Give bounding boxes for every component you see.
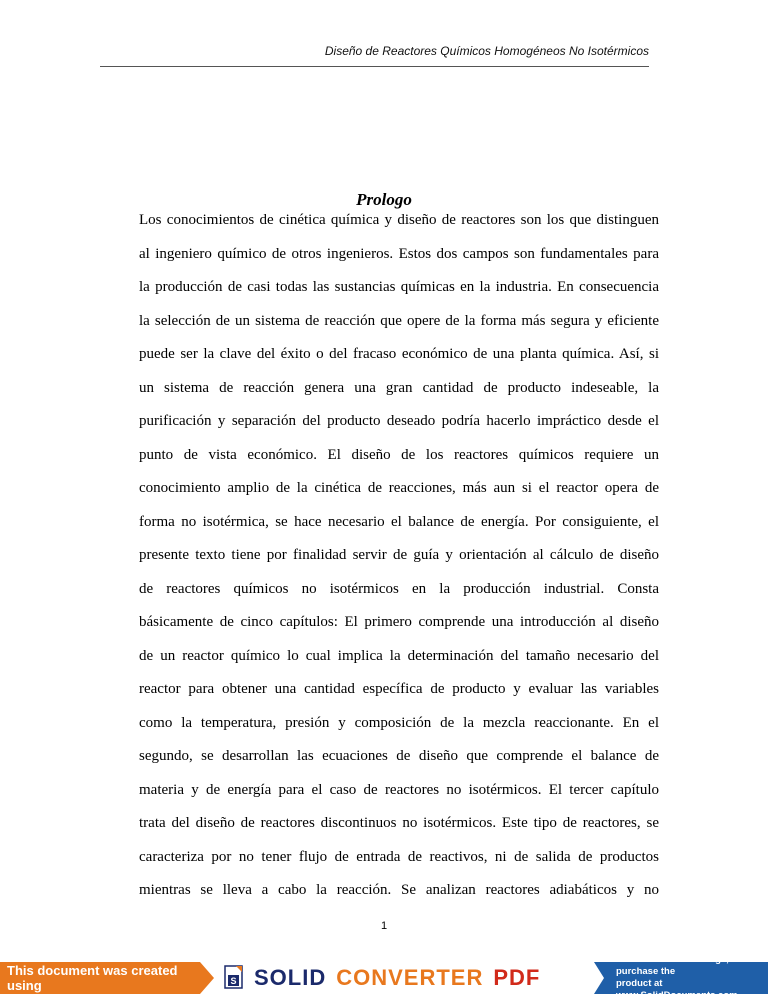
brand-converter: CONVERTER	[336, 965, 484, 990]
paragraph-line: presente texto tiene por finalidad servir de guía y orientación al cálculo de diseño	[139, 547, 659, 563]
watermark-banner[interactable]	[0, 954, 768, 1001]
paragraph-line: forma no isotérmica, se hace necesario el balance de energía. Por consiguiente, el	[139, 513, 659, 530]
section-title: Prologo	[356, 190, 412, 209]
purchase-line-1: To remove this message, purchase the	[616, 954, 729, 977]
paragraph-line: la selección de un sistema de reacción que opere de la forma más segura y eficiente	[139, 312, 659, 329]
running-header: Diseño de Reactores Químicos Homogéneos No Isotérmicos	[324, 44, 649, 58]
paragraph-line: purificación y separación del producto deseado podría hacerlo impráctico desde el	[139, 413, 659, 429]
paragraph-line: básicamente de cinco capítulos: El primero comprende una introducción al diseño	[139, 614, 659, 630]
paragraph-line: segundo, se desarrollan las ecuaciones de diseño que comprende el balance de	[139, 748, 659, 764]
paragraph-line: la producción de casi todas las sustancias químicas en la industria. En consecuencia	[139, 279, 659, 295]
paragraph-line: de reactores químicos no isotérmicos en la producción industrial. Consta	[139, 580, 659, 597]
paragraph-line: al ingeniero químico de otros ingenieros. Estos dos campos son fundamentales para	[139, 245, 659, 262]
banner-created-using: This document was created using	[0, 962, 200, 994]
prologue-paragraph	[139, 204, 659, 908]
paragraph-line: de un reactor químico lo cual implica la determinación del tamaño necesario del	[139, 647, 659, 664]
header-divider	[100, 66, 649, 67]
brand-pdf: PDF	[493, 965, 541, 990]
purchase-line-2: product at www.SolidDocuments.com	[616, 978, 738, 1001]
brand-solid: SOLID	[254, 965, 327, 990]
paragraph-line: conocimiento amplio de la cinética de reacciones, más aun si el reactor opera de	[139, 480, 659, 496]
paragraph-line: mientras se lleva a cabo la reacción. Se analizan reactores adiabáticos y no	[139, 882, 659, 898]
page-number: 1	[380, 920, 388, 932]
paragraph-line: caracteriza por no tener flujo de entrada de reactivos, ni de salida de productos	[139, 848, 659, 865]
paragraph-line: Los conocimientos de cinética química y diseño de reactores son los que distinguen	[139, 212, 659, 228]
paragraph-line: como la temperatura, presión y composición de la mezcla reaccionante. En el	[139, 714, 659, 731]
svg-text:S: S	[230, 976, 237, 986]
paragraph-line: punto de vista económico. El diseño de los reactores químicos requiere un	[139, 446, 659, 463]
paragraph-line: trata del diseño de reactores discontinuos no isotérmicos. Este tipo de reactores, se	[139, 815, 659, 831]
paragraph-line: materia y de energía para el caso de reactores no isotérmicos. El tercer capítulo	[139, 781, 659, 798]
paragraph-line: un sistema de reacción genera una gran cantidad de producto indeseable, la	[139, 379, 659, 396]
paragraph-line: reactor para obtener una cantidad específica de producto y evaluar las variables	[139, 681, 659, 697]
purchase-link[interactable]	[604, 954, 768, 1001]
solid-converter-logo	[254, 965, 540, 991]
paragraph-line: puede ser la clave del éxito o del fracaso económico de una planta química. Así, si	[139, 346, 659, 362]
pdf-document-icon	[222, 965, 248, 991]
